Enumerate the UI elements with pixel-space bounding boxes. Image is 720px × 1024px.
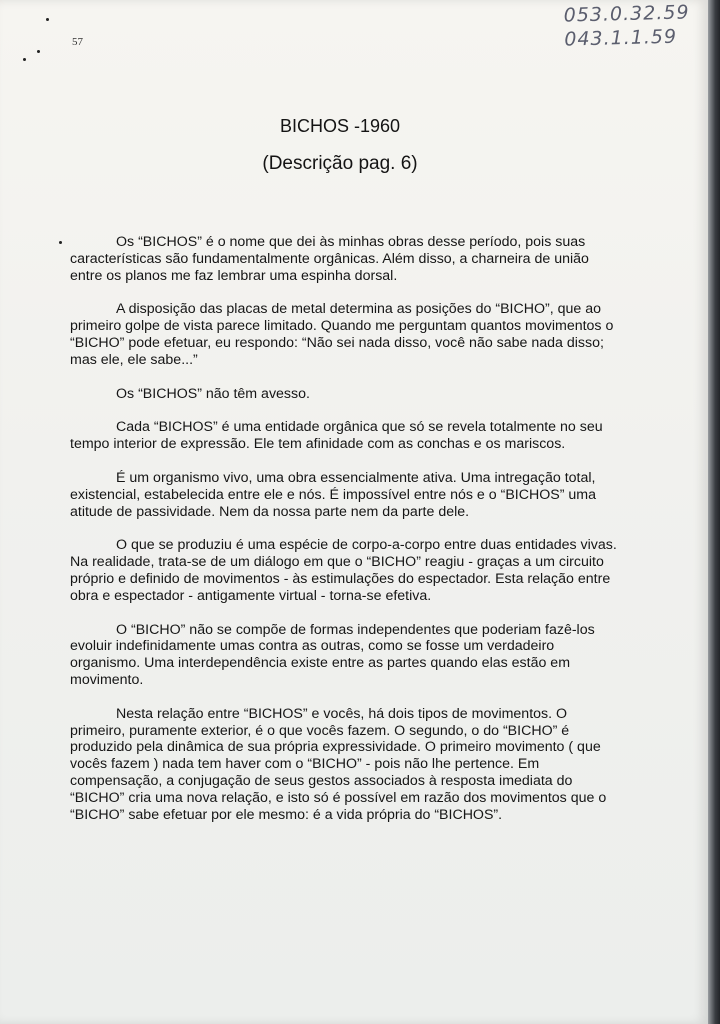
- paragraph: É um organismo vivo, uma obra essencialmente ativa. Uma intregação total, existencial, estabelecida entre ele e nós. É impossível entre nós e o “BICHOS” uma atitude de passividade. Nem da nossa parte nem da parte dele.: [70, 469, 596, 520]
- page-number: 57: [72, 36, 83, 48]
- document-subtitle: (Descrição pag. 6): [262, 153, 418, 174]
- ink-dot: [37, 50, 40, 53]
- document-title: BICHOS -1960: [279, 116, 401, 136]
- ink-dot: [23, 58, 26, 61]
- archive-code-1: 053.0.32.59: [563, 1, 690, 27]
- page-edge-shadow: [708, 0, 720, 1024]
- paragraph: Os “BICHOS” é o nome que dei às minhas obras desse período, pois suas características são fundamentalmente orgânicas. Além disso, a charneira de união entre os planos me faz lembrar uma espinha dorsal.: [70, 234, 589, 284]
- paragraph: A disposição das placas de metal determina as posições do “BICHO”, que ao primeiro golpe de vista parece limitado. Quando me perguntam quantos movimentos o “BICHO” pode efetuar, eu respondo: “Não sei nada disso, você não sabe nada disso; mas ele, ele sabe...”: [70, 301, 614, 368]
- paragraph: Cada “BICHOS” é uma entidade orgânica que só se revela totalmente no seu tempo interior de expressão. Ele tem afinidade com as conchas e os mariscos.: [70, 419, 603, 453]
- ink-dot: [46, 18, 49, 21]
- paragraph: O que se produziu é uma espécie de corpo-a-corpo entre duas entidades vivas. Na realidade, trata-se de um diálogo em que o “BICHO” reagiu - graças a um circuito próprio e definido de movimentos - às estimulações do espectador. Esta relação entre obra e espectador - antigamente virtual - torna-se efetiva.: [70, 537, 617, 604]
- paragraph: Os “BICHOS” não têm avesso.: [116, 385, 310, 402]
- body-text: [70, 234, 618, 840]
- paragraph: Nesta relação entre “BICHOS” e vocês, há dois tipos de movimentos. O primeiro, puramente exterior, é o que vocês fazem. O segundo, o do “BICHO” é produzido pela dinâmica de sua própria expressividade. O primeiro movimento ( que vocês fazem ) nada tem haver com o “BICHO” - pois não lhe pertence. Em compensação, a conjugação de seus gestos associados à resposta imediata do “BICHO” cria uma nova relação, e isto só é possível em razão dos movimentos que o “BICHO” sabe efetuar por ele mesmo: é a vida própria do “BICHOS”.: [70, 705, 607, 823]
- paragraph: O “BICHO” não se compõe de formas independentes que poderiam fazê-los evoluir indefinidamente umas contra as outras, como se fosse um verdadeiro organismo. Uma interdependência existe entre as partes quando elas estão em movimento.: [70, 621, 595, 688]
- ink-dot: [59, 241, 62, 244]
- archive-codes: [564, 0, 691, 51]
- archive-code-2: 043.1.1.59: [564, 25, 678, 51]
